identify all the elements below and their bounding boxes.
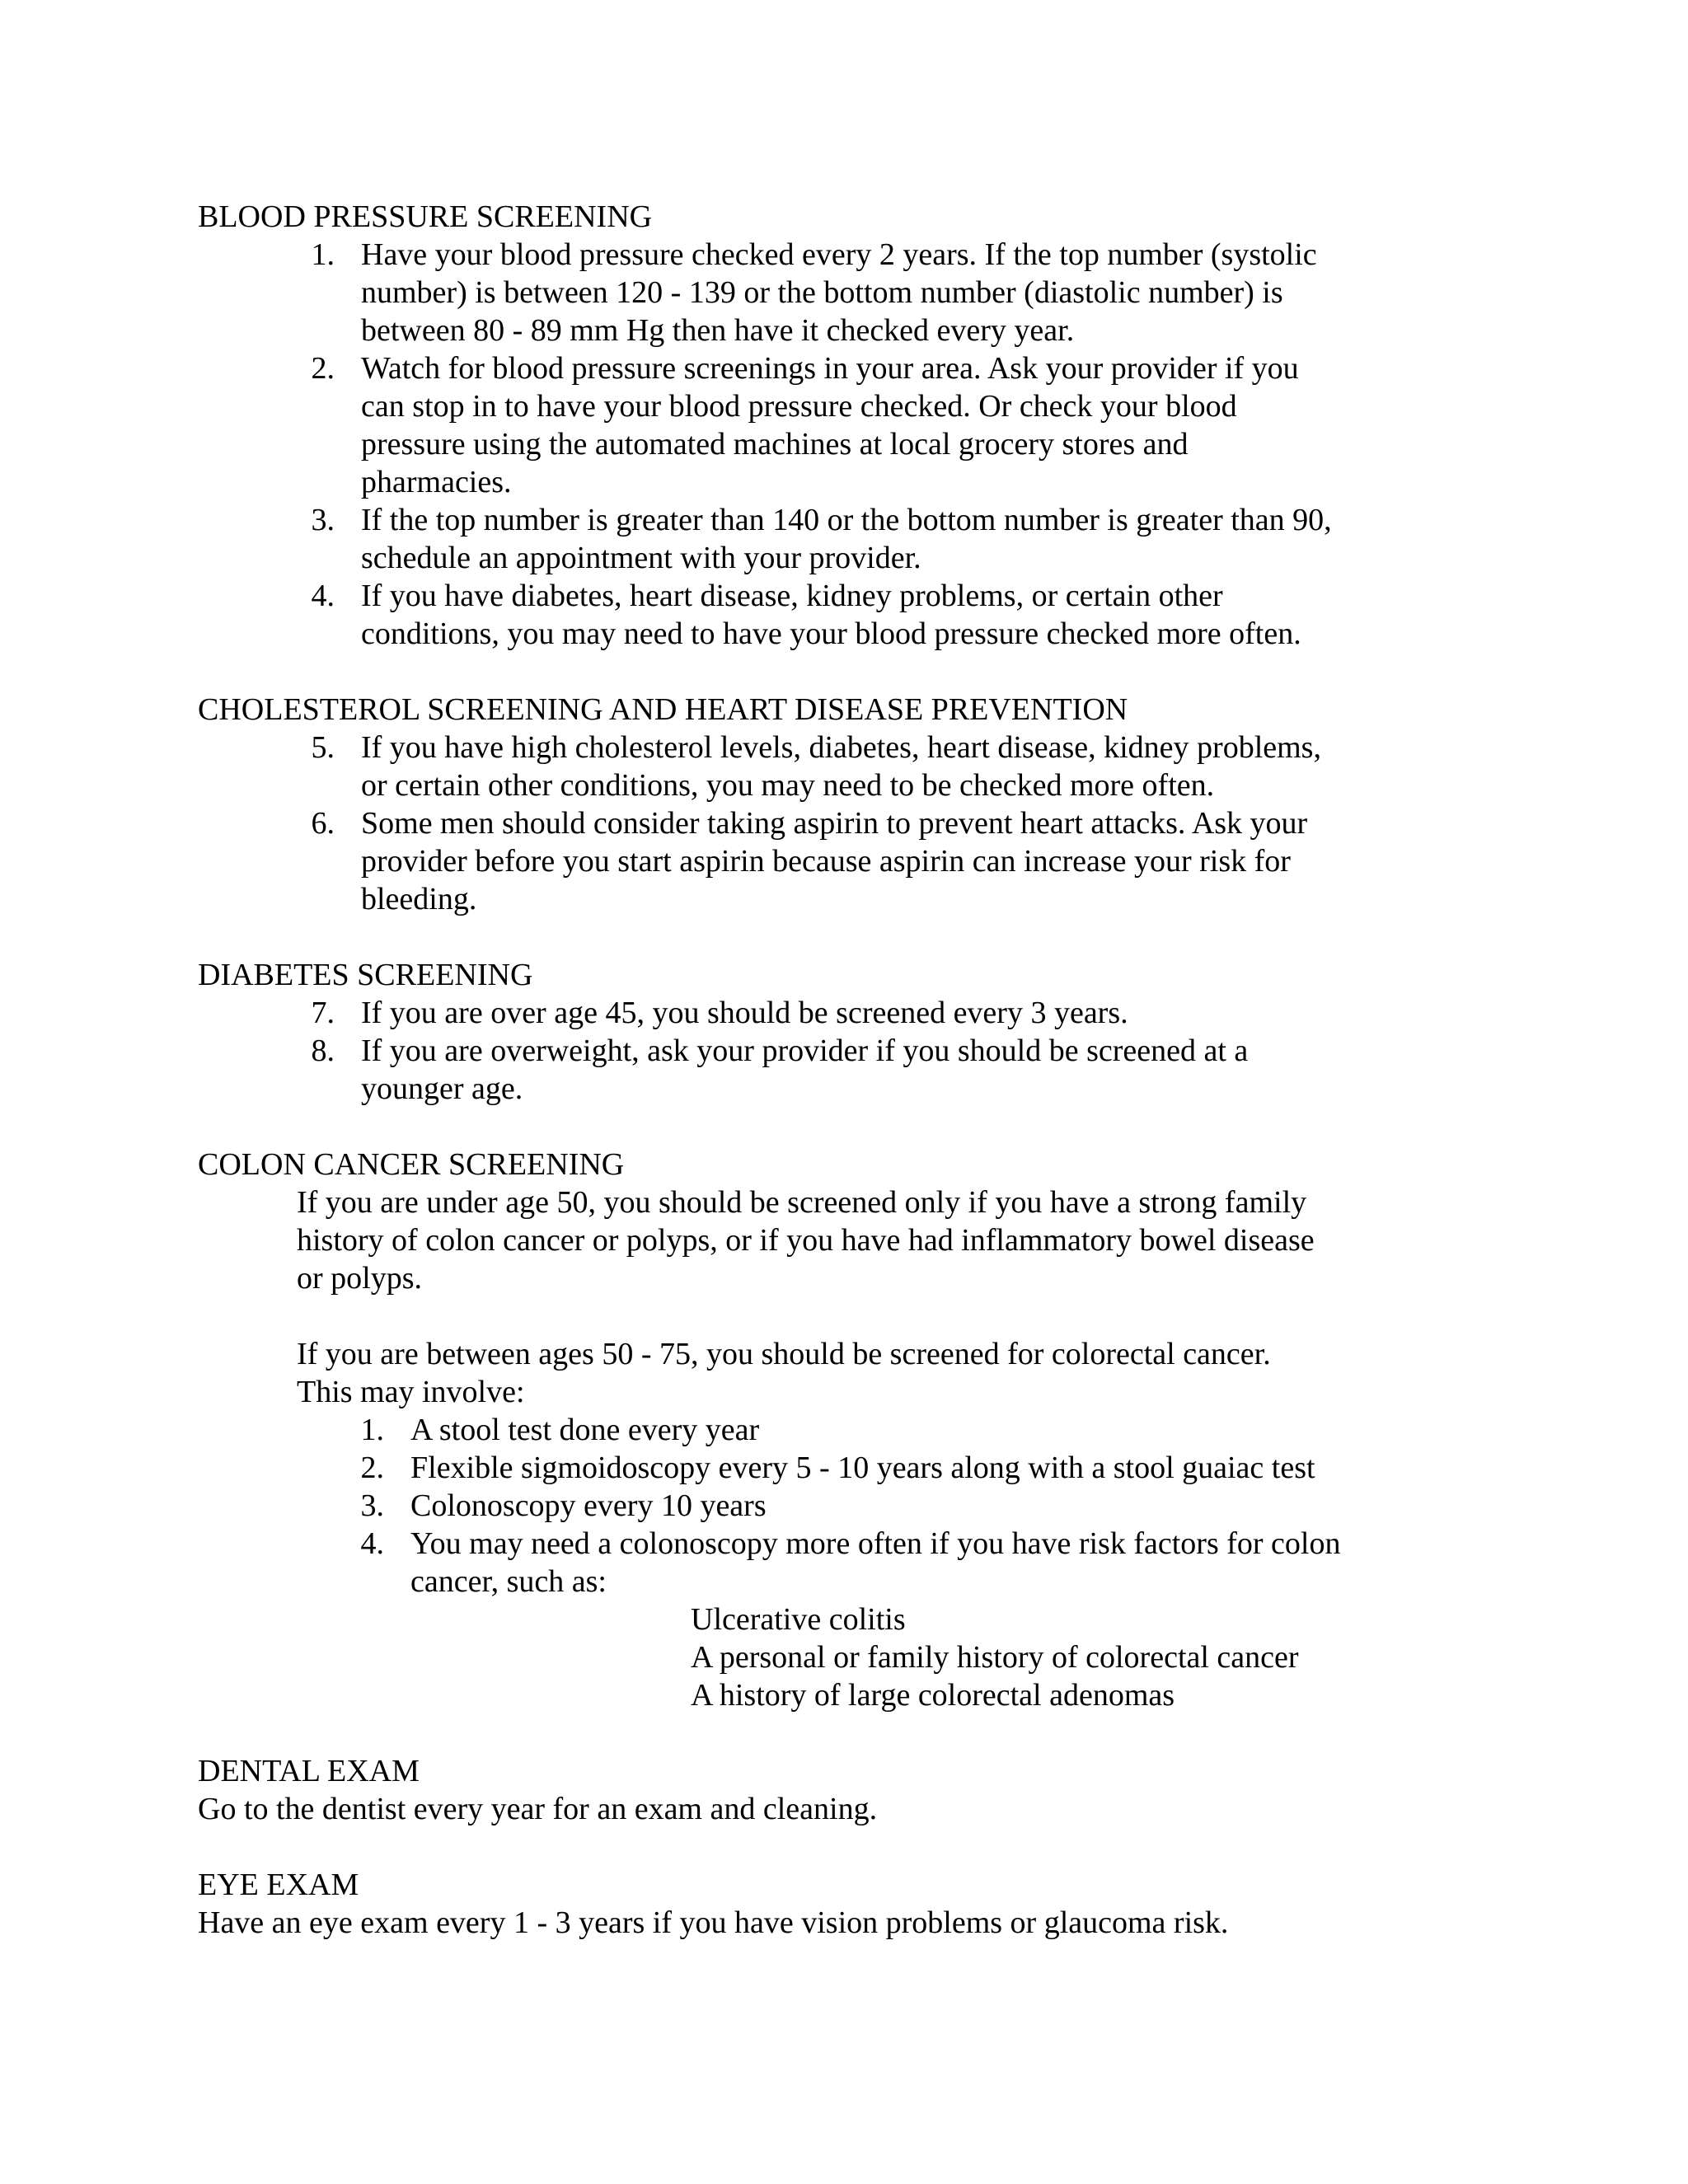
list-text [410, 1449, 1315, 1487]
text-line: schedule an appointment with your provider. [361, 541, 921, 575]
section-text: Go to the dentist every year for an exam and cleaning. [198, 1792, 878, 1826]
list-text [410, 1525, 1340, 1601]
text-line: If you have high cholesterol levels, diabetes, heart disease, kidney problems, [361, 730, 1321, 765]
section-eye-exam [198, 1866, 1434, 1942]
list-item [297, 349, 1434, 501]
text-line: Some men should consider taking aspirin to prevent heart attacks. Ask your [361, 806, 1308, 841]
text-line: If you are overweight, ask your provider if you should be screened at a [361, 1033, 1249, 1068]
text-line: This may involve: [297, 1375, 525, 1409]
list-item [297, 1032, 1434, 1108]
list-item [346, 1411, 1434, 1449]
list-number: 3. [311, 503, 335, 537]
list-item [297, 994, 1434, 1032]
section-heading: DENTAL EXAM [198, 1754, 420, 1788]
risk-factor-item: A history of large colorectal adenomas [691, 1678, 1175, 1713]
section-colon-cancer [198, 1146, 1434, 1714]
text-line: If you are over age 45, you should be screened every 3 years. [361, 996, 1128, 1030]
section-heading: BLOOD PRESSURE SCREENING [198, 199, 653, 234]
section-body [297, 1183, 1434, 1714]
text-line: You may need a colonoscopy more often if you have risk factors for colon [410, 1526, 1341, 1561]
section-heading: EYE EXAM [198, 1868, 359, 1902]
list-number: 3. [360, 1488, 384, 1523]
text-line: or polyps. [297, 1261, 422, 1296]
list-number: 8. [311, 1033, 335, 1068]
text-line: If you are between ages 50 - 75, you should be screened for colorectal cancer. [297, 1337, 1271, 1371]
text-line: If you are under age 50, you should be screened only if you have a strong family [297, 1185, 1307, 1220]
text-line: between 80 - 89 mm Hg then have it checked every year. [361, 313, 1075, 348]
list-number: 1. [311, 237, 335, 272]
list-text [361, 804, 1434, 918]
text-line: or certain other conditions, you may need to be checked more often. [361, 768, 1215, 803]
list-text [361, 577, 1434, 653]
list-number: 1. [360, 1413, 384, 1447]
list-text [410, 1411, 759, 1449]
list-number: 6. [311, 806, 335, 841]
section-heading: COLON CANCER SCREENING [198, 1147, 625, 1182]
list-number: 2. [360, 1451, 384, 1485]
paragraph [297, 1335, 1434, 1411]
numbered-list [297, 1411, 1434, 1601]
list-text [361, 994, 1434, 1032]
section-diabetes [198, 956, 1434, 1108]
list-text [361, 729, 1434, 804]
list-item [346, 1449, 1434, 1487]
text-line: pharmacies. [361, 465, 512, 499]
text-line: younger age. [361, 1071, 523, 1106]
list-item [346, 1487, 1434, 1525]
section-heading: CHOLESTEROL SCREENING AND HEART DISEASE PREVENTION [198, 692, 1128, 727]
numbered-list [198, 729, 1434, 918]
list-number: 5. [311, 730, 335, 765]
text-line: provider before you start aspirin because aspirin can increase your risk for [361, 844, 1291, 879]
list-item [346, 1525, 1434, 1601]
text-line: A stool test done every year [410, 1413, 760, 1447]
text-line: history of colon cancer or polyps, or if you have had inflammatory bowel disease [297, 1223, 1315, 1258]
text-line: bleeding. [361, 882, 477, 916]
list-item [297, 501, 1434, 577]
text-line: conditions, you may need to have your blood pressure checked more often. [361, 616, 1301, 651]
list-item [297, 729, 1434, 804]
paragraph [297, 1183, 1434, 1297]
paragraph-gap [297, 1297, 1434, 1335]
text-line: pressure using the automated machines at local grocery stores and [361, 427, 1189, 462]
text-line: Flexible sigmoidoscopy every 5 - 10 years along with a stool guaiac test [410, 1451, 1315, 1485]
list-item [297, 236, 1434, 349]
risk-factor-item: Ulcerative colitis [691, 1602, 906, 1637]
numbered-list [198, 236, 1434, 653]
text-line: can stop in to have your blood pressure checked. Or check your blood [361, 389, 1237, 424]
section-blood-pressure [198, 198, 1434, 653]
document-page [198, 198, 1434, 1980]
section-cholesterol [198, 691, 1434, 918]
list-number: 4. [360, 1526, 384, 1561]
list-item [297, 577, 1434, 653]
section-heading: DIABETES SCREENING [198, 958, 533, 992]
list-number: 7. [311, 996, 335, 1030]
text-line: If the top number is greater than 140 or the bottom number is greater than 90, [361, 503, 1332, 537]
text-line: cancer, such as: [410, 1564, 607, 1599]
list-text [361, 236, 1434, 349]
text-line: If you have diabetes, heart disease, kidney problems, or certain other [361, 579, 1223, 613]
section-dental-exam [198, 1752, 1434, 1828]
risk-factor-list [691, 1601, 1434, 1714]
section-text: Have an eye exam every 1 - 3 years if you have vision problems or glaucoma risk. [198, 1905, 1229, 1940]
risk-factor-item: A personal or family history of colorectal cancer [691, 1640, 1299, 1675]
list-number: 4. [311, 579, 335, 613]
list-text [361, 349, 1434, 501]
text-line: number) is between 120 - 139 or the bottom number (diastolic number) is [361, 275, 1283, 310]
text-line: Have your blood pressure checked every 2 years. If the top number (systolic [361, 237, 1317, 272]
numbered-list [198, 994, 1434, 1108]
list-item [297, 804, 1434, 918]
list-text [410, 1487, 767, 1525]
text-line: Watch for blood pressure screenings in your area. Ask your provider if you [361, 351, 1299, 386]
list-number: 2. [311, 351, 335, 386]
text-line: Colonoscopy every 10 years [410, 1488, 767, 1523]
list-text [361, 1032, 1434, 1108]
list-text [361, 501, 1434, 577]
